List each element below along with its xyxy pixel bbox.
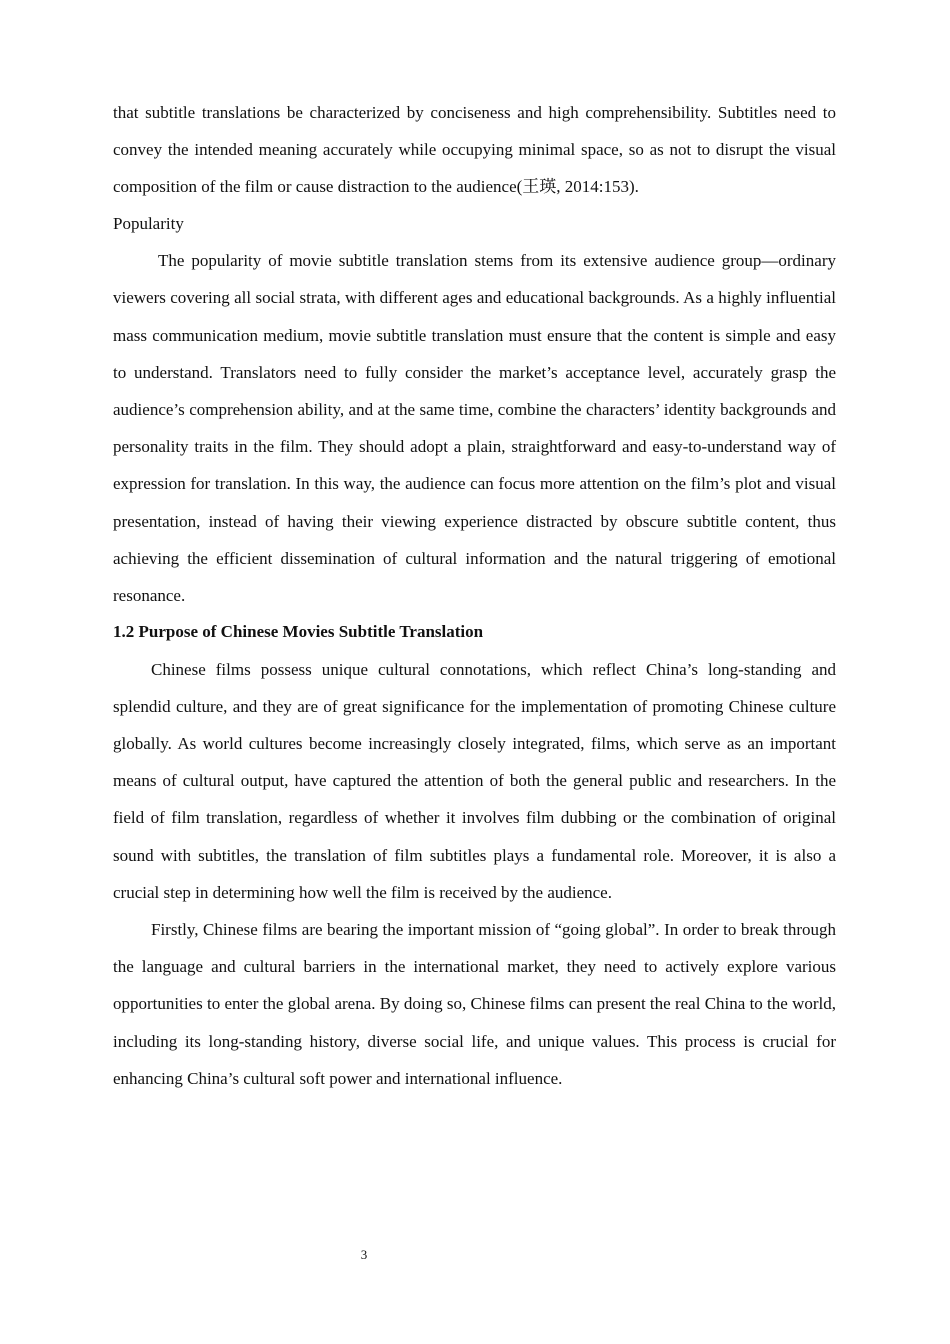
subheading-popularity: Popularity: [113, 213, 184, 233]
document-body: [113, 94, 836, 1097]
page-number: 3: [360, 1247, 368, 1262]
paragraph-continuation: that subtitle translations be characterized by conciseness and high comprehensibility. Subtitles need to convey the intended meaning accurately while occupying minimal space, so as not to disrupt the visual composition of the film or cause distraction to the audience(王瑛, 2014:153).: [113, 103, 836, 197]
section-heading: 1.2 Purpose of Chinese Movies Subtitle Translation: [113, 622, 484, 642]
paragraph-purpose-2: Firstly, Chinese films are bearing the important mission of “going global”. In order to break through the language and cultural barriers in the international market, they need to actively explore various opportunities to enter the global arena. By doing so, Chinese films can present the real China to the world, including its long-standing history, diverse social life, and unique values. This process is crucial for enhancing China’s cultural soft power and international influence.: [113, 920, 836, 1088]
paragraph-purpose-1: Chinese films possess unique cultural connotations, which reflect China’s long-standing and splendid culture, and they are of great significance for the implementation of promoting Chinese culture globally. As world cultures become increasingly closely integrated, films, which serve as an important means of cultural output, have captured the attention of both the general public and researchers. In the field of film translation, regardless of whether it involves film dubbing or the combination of original sound with subtitles, the translation of film subtitles plays a fundamental role. Moreover, it is also a crucial step in determining how well the film is received by the audience.: [113, 659, 836, 902]
paragraph-popularity: The popularity of movie subtitle translation stems from its extensive audience group—ordinary viewers covering all social strata, with different ages and educational backgrounds. As a highly influential mass communication medium, movie subtitle translation must ensure that the content is simple and easy to understand. Translators need to fully consider the market’s acceptance level, accurately grasp the audience’s comprehension ability, and at the same time, combine the characters’ identity backgrounds and personality traits in the film. They should adopt a plain, straightforward and easy-to-understand way of expression for translation. In this way, the audience can focus more attention on the film’s plot and visual presentation, instead of having their viewing experience distracted by obscure subtitle content, thus achieving the efficient dissemination of cultural information and the natural triggering of emotional resonance.: [113, 251, 836, 605]
